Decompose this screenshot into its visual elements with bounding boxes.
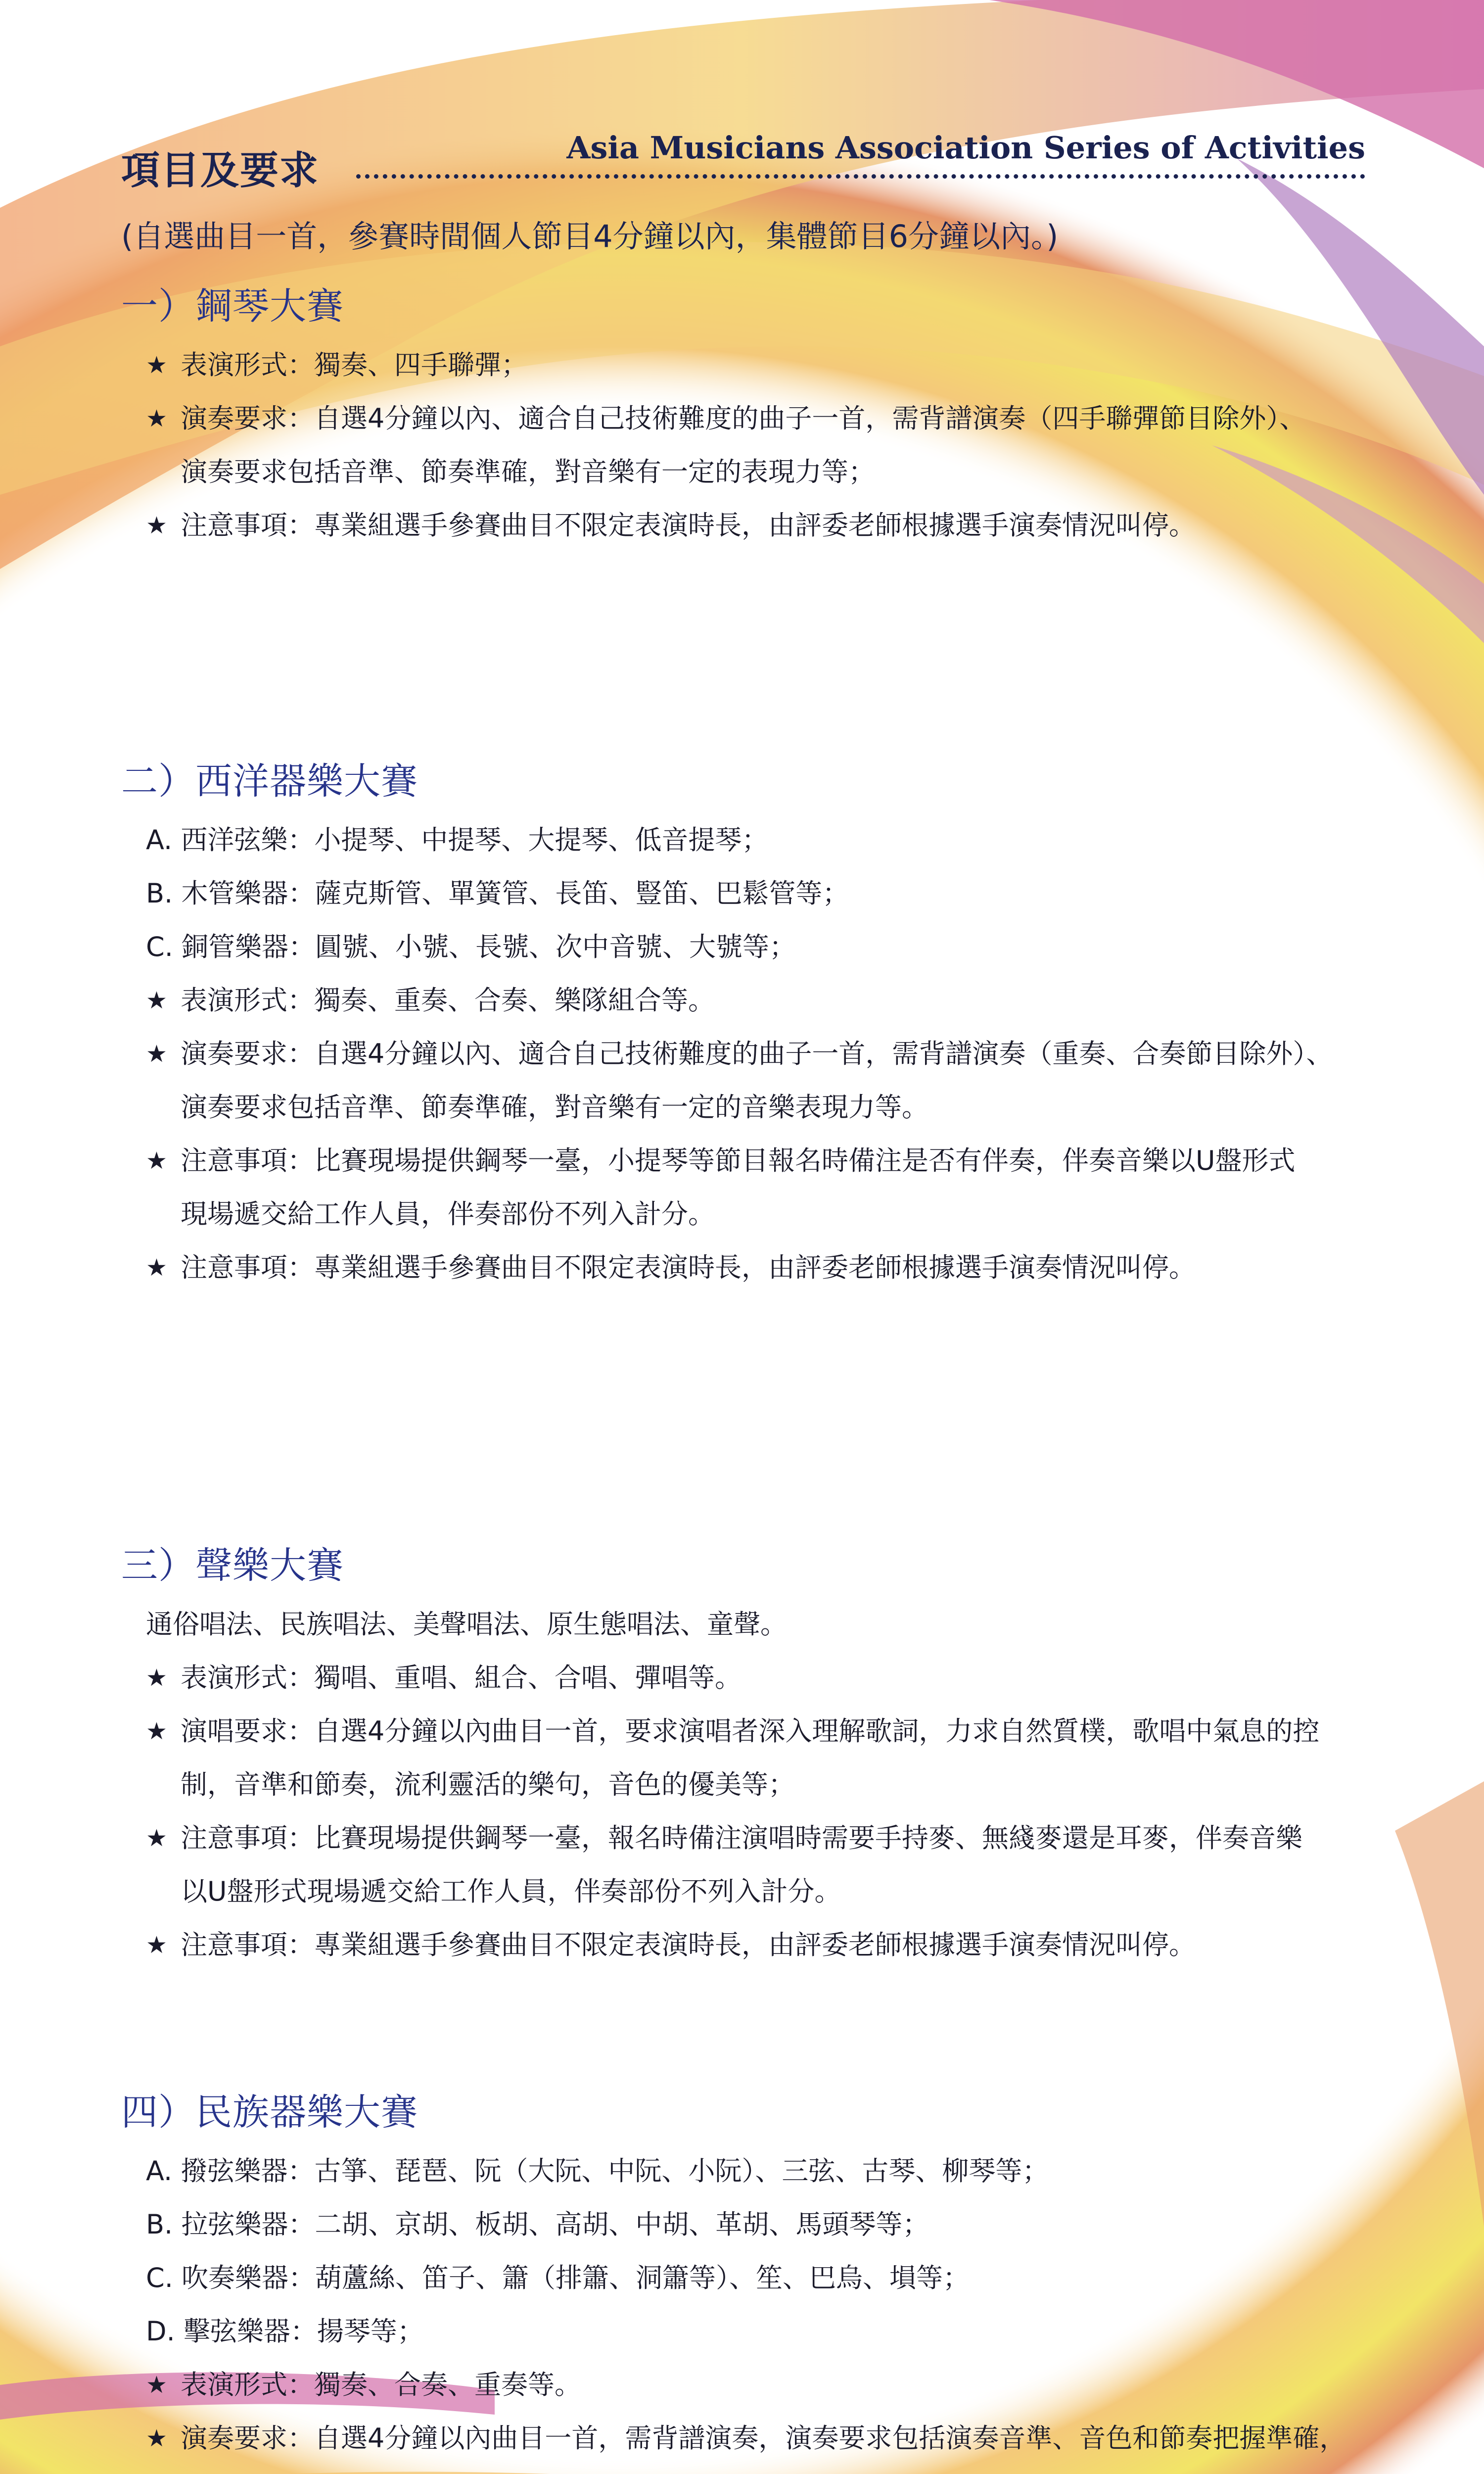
section-western-instruments xyxy=(121,752,1383,1294)
intro-note: (自選曲目一首，參賽時間個人節目4分鐘以內，集體節目6分鐘以內。) xyxy=(121,218,1059,254)
item-text: 表演形式：獨奏、四手聯彈； xyxy=(181,349,528,381)
section-title: 三）聲樂大賽 xyxy=(121,1544,344,1587)
item-text: 演奏要求包括音準、節奏準確，對音樂有一定的表現力等； xyxy=(181,456,875,487)
bullet-item xyxy=(121,1651,1383,1705)
item-text: 以U盤形式現場遞交給工作人員，伴奏部份不列入計分。 xyxy=(181,1876,841,1907)
bullet-item xyxy=(121,1918,1383,1972)
item-text: B. 拉弦樂器：二胡、京胡、板胡、高胡、中胡、革胡、馬頭琴等； xyxy=(146,2209,929,2240)
star-icon: ★ xyxy=(146,1931,168,1959)
star-icon: ★ xyxy=(146,2425,168,2452)
section-title: 一）鋼琴大賽 xyxy=(121,285,344,328)
star-icon: ★ xyxy=(146,1664,168,1692)
section-piano xyxy=(121,277,1383,552)
bullet-item xyxy=(121,338,1383,392)
header-subtitle: Asia Musicians Association Series of Activities xyxy=(566,130,1365,166)
bullet-item xyxy=(121,1811,1383,1865)
list-item xyxy=(121,2198,1383,2251)
item-text: 注意事項：專業組選手參賽曲目不限定表演時長，由評委老師根據選手演奏情況叫停。 xyxy=(181,1252,1196,1283)
bullet-item xyxy=(121,1027,1383,1081)
item-text: C. 吹奏樂器：葫蘆絲、笛子、簫（排簫、洞簫等）、笙、巴烏、塤等； xyxy=(146,2262,970,2293)
item-text: 現場遞交給工作人員，伴奏部份不列入計分。 xyxy=(181,1198,715,1230)
item-text: 演奏要求包括音準、節奏準確，對音樂有一定的音樂表現力等。 xyxy=(181,1092,928,1123)
star-icon: ★ xyxy=(146,351,168,379)
item-text: 注意事項：專業組選手參賽曲目不限定表演時長，由評委老師根據選手演奏情況叫停。 xyxy=(181,1929,1196,1960)
item-text: C. 銅管樂器：圓號、小號、長號、次中音號、大號等； xyxy=(146,931,796,962)
star-icon: ★ xyxy=(146,1040,168,1068)
item-text: B. 木管樂器：薩克斯管、單簧管、長笛、豎笛、巴鬆管等； xyxy=(146,878,849,909)
star-icon: ★ xyxy=(146,1824,168,1852)
item-text: 注意事項：專業組選手參賽曲目不限定表演時長，由評委老師根據選手演奏情況叫停。 xyxy=(181,510,1196,541)
section-title: 二）西洋器樂大賽 xyxy=(121,760,418,803)
item-text: 通俗唱法、民族唱法、美聲唱法、原生態唱法、童聲。 xyxy=(146,1609,787,1640)
bullet-continuation xyxy=(121,1188,1383,1241)
item-text: 演唱要求：自選4分鐘以內曲目一首，要求演唱者深入理解歌詞，力求自然質樸，歌唱中氣息的控 xyxy=(181,1715,1320,1747)
list-item xyxy=(121,920,1383,974)
item-text: D. 擊弦樂器：揚琴等； xyxy=(146,2316,424,2347)
star-icon: ★ xyxy=(146,512,168,539)
bullet-item xyxy=(121,974,1383,1027)
item-text: A. 西洋弦樂：小提琴、中提琴、大提琴、低音提琴； xyxy=(146,824,769,856)
page-title: 項目及要求 xyxy=(121,148,320,193)
bullet-continuation xyxy=(121,445,1383,499)
list-item xyxy=(121,867,1383,920)
section-title: 四）民族器樂大賽 xyxy=(121,2091,418,2134)
bullet-item xyxy=(121,1241,1383,1294)
star-icon: ★ xyxy=(146,1254,168,1282)
list-item xyxy=(121,2251,1383,2305)
item-text: 表演形式：獨奏、重奏、合奏、樂隊組合等。 xyxy=(181,985,715,1016)
star-icon: ★ xyxy=(146,987,168,1014)
star-icon: ★ xyxy=(146,2371,168,2399)
list-item xyxy=(121,2144,1383,2198)
item-text: 注意事項：比賽現場提供鋼琴一臺，小提琴等節目報名時備注是否有伴奏，伴奏音樂以U盤形式 xyxy=(181,1145,1296,1176)
item-text: 演奏要求：自選4分鐘以內曲目一首，需背譜演奏，演奏要求包括演奏音準、音色和節奏把握準確， xyxy=(181,2423,1346,2454)
item-text: 演奏要求：自選4分鐘以內、適合自己技術難度的曲子一首，需背譜演奏（四手聯彈節目除外）、 xyxy=(181,403,1306,434)
bullet-continuation xyxy=(121,1081,1383,1134)
item-text: 演奏要求：自選4分鐘以內、適合自己技術難度的曲子一首，需背譜演奏（重奏、合奏節目除外）、 xyxy=(181,1038,1333,1069)
bullet-continuation xyxy=(121,1758,1383,1811)
list-item xyxy=(121,2305,1383,2358)
bullet-item xyxy=(121,1134,1383,1188)
star-icon: ★ xyxy=(146,405,168,432)
bullet-item xyxy=(121,499,1383,552)
item-text: 制，音準和節奏，流利靈活的樂句，音色的優美等； xyxy=(181,1769,795,1800)
item-text: 注意事項：比賽現場提供鋼琴一臺，報名時備注演唱時需要手持麥、無綫麥還是耳麥，伴奏音樂 xyxy=(181,1822,1302,1854)
item-text: 表演形式：獨唱、重唱、組合、合唱、彈唱等。 xyxy=(181,1662,742,1693)
list-item xyxy=(121,813,1383,867)
bullet-item xyxy=(121,392,1383,445)
item-text: 表演形式：獨奏、合奏、重奏等。 xyxy=(181,2369,581,2400)
dotted-divider xyxy=(356,174,1365,179)
bullet-item xyxy=(121,2358,1383,2412)
item-text: A. 撥弦樂器：古箏、琵琶、阮（大阮、中阮、小阮）、三弦、古琴、柳琴等； xyxy=(146,2155,1049,2187)
section-vocal xyxy=(121,1536,1383,1972)
bullet-continuation xyxy=(121,1865,1383,1918)
bullet-item xyxy=(121,1705,1383,1758)
star-icon: ★ xyxy=(146,1147,168,1175)
bullet-item xyxy=(121,2412,1383,2465)
section-chinese-instruments xyxy=(121,2083,1383,2474)
star-icon: ★ xyxy=(146,1717,168,1745)
list-item xyxy=(121,1598,1383,1651)
bullet-continuation xyxy=(121,2465,1383,2474)
